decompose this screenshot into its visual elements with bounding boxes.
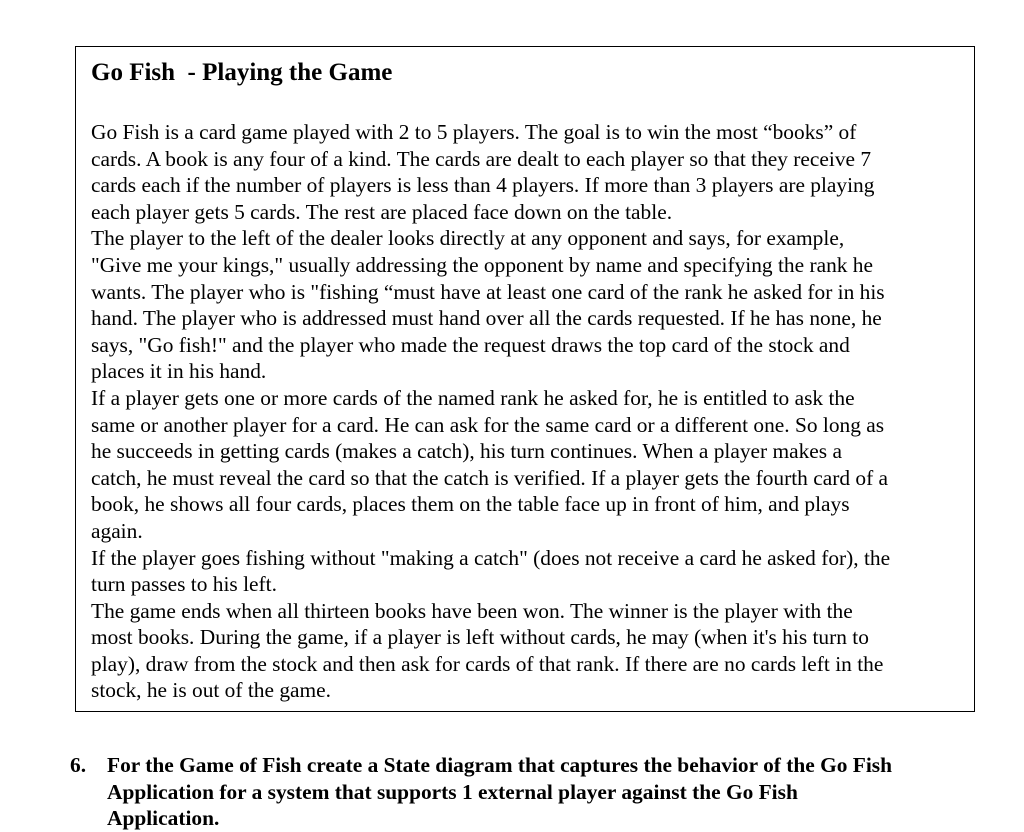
rules-body bbox=[91, 119, 971, 704]
question-line: Application for a system that supports 1 external player against the Go Fish bbox=[107, 779, 798, 804]
rules-line: he succeeds in getting cards (makes a catch), his turn continues. When a player makes a bbox=[91, 439, 842, 464]
rules-line: catch, he must reveal the card so that the catch is verified. If a player gets the fourth card of a bbox=[91, 465, 889, 490]
rules-line: play), draw from the stock and then ask for cards of that rank. If there are no cards left in the bbox=[91, 651, 884, 676]
rules-line: turn passes to his left. bbox=[91, 572, 277, 597]
rules-line: book, he shows all four cards, places them on the table face up in front of him, and plays bbox=[91, 492, 850, 517]
rules-line: cards. A book is any four of a kind. The cards are dealt to each player so that they receive 7 bbox=[91, 146, 872, 171]
rules-line: stock, he is out of the game. bbox=[91, 678, 331, 703]
rules-line: again. bbox=[91, 518, 143, 543]
question-text bbox=[107, 752, 1007, 832]
rules-line: Go Fish is a card game played with 2 to 5 players. The goal is to win the most “books” of bbox=[91, 120, 857, 144]
rules-line: "Give me your kings," usually addressing the opponent by name and specifying the rank he bbox=[91, 252, 874, 277]
rules-line: hand. The player who is addressed must hand over all the cards requested. If he has none, he bbox=[91, 306, 882, 331]
rules-line: says, "Go fish!" and the player who made the request draws the top card of the stock and bbox=[91, 332, 850, 357]
rules-line: If the player goes fishing without "making a catch" (does not receive a card he asked for), the bbox=[91, 545, 891, 570]
rules-title: Go Fish - Playing the Game bbox=[91, 59, 393, 86]
question-line: For the Game of Fish create a State diagram that captures the behavior of the Go Fish bbox=[107, 753, 893, 777]
question-number: 6. bbox=[70, 753, 87, 777]
question-line: Application. bbox=[107, 806, 220, 831]
rules-line: each player gets 5 cards. The rest are placed face down on the table. bbox=[91, 199, 673, 224]
rules-line: If a player gets one or more cards of the named rank he asked for, he is entitled to ask the bbox=[91, 385, 855, 410]
rules-box bbox=[75, 46, 975, 712]
rules-line: cards each if the number of players is less than 4 players. If more than 3 players are playing bbox=[91, 173, 875, 198]
rules-line: wants. The player who is "fishing “must have at least one card of the rank he asked for in his bbox=[91, 279, 885, 304]
rules-line: places it in his hand. bbox=[91, 359, 267, 384]
rules-line: most books. During the game, if a player is left without cards, he may (when it's his turn to bbox=[91, 625, 869, 650]
rules-line: same or another player for a card. He can ask for the same card or a different one. So long as bbox=[91, 412, 885, 437]
rules-line: The game ends when all thirteen books have been won. The winner is the player with the bbox=[91, 598, 853, 623]
rules-line: The player to the left of the dealer looks directly at any opponent and says, for example, bbox=[91, 226, 845, 251]
